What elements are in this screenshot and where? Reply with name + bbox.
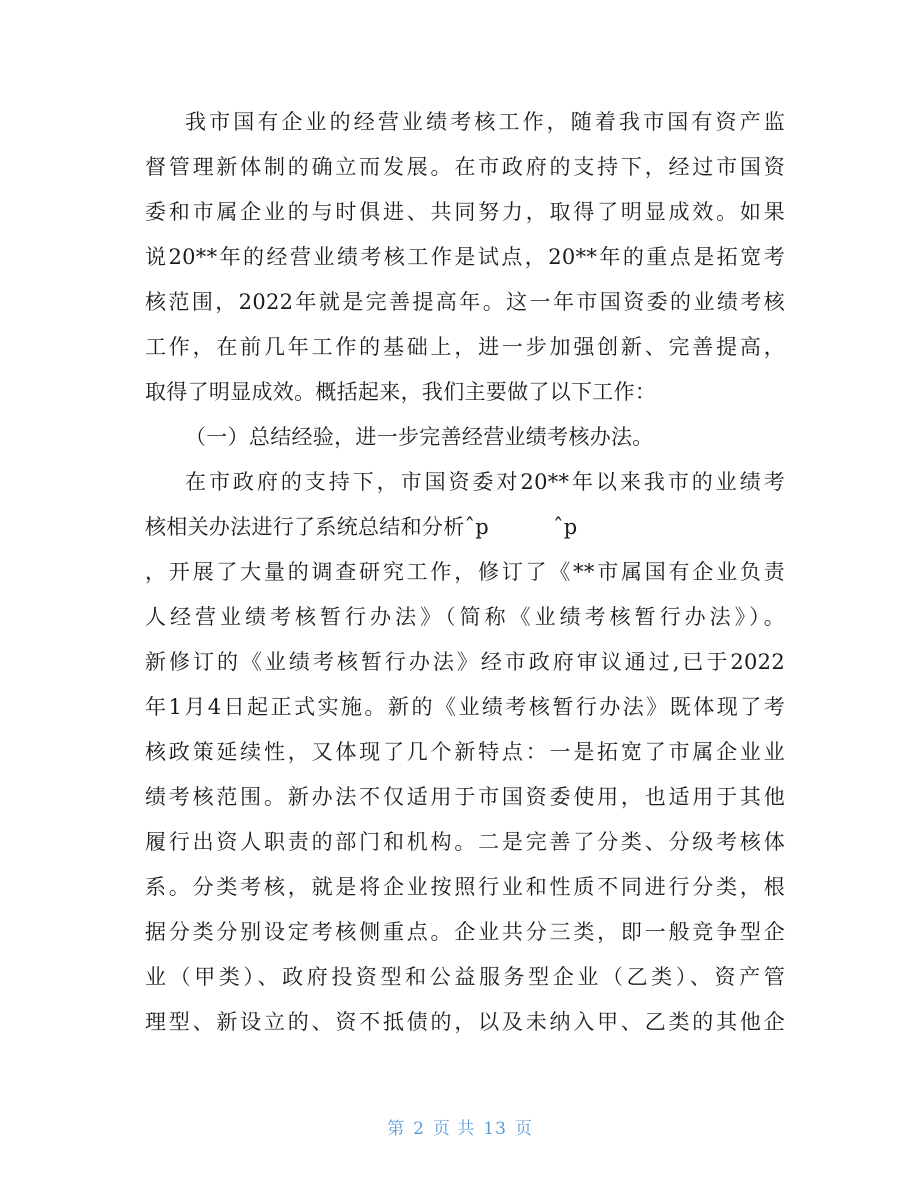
- paragraph-line: 业（甲类）、政府投资型和公益服务型企业（乙类）、资产管: [145, 965, 785, 989]
- footer-total-pages: 13: [483, 1119, 507, 1139]
- paragraph-line: 新修订的《业绩考核暂行办法》经市政府审议通过,已于2022: [145, 650, 785, 674]
- paragraph-line: 据分类分别设定考核侧重点。企业共分三类，即一般竞争型企: [145, 920, 785, 944]
- footer-page-number: 2: [413, 1119, 425, 1139]
- footer-suffix: 页: [514, 1119, 533, 1139]
- paragraph-line: 取得了明显成效。概括起来，我们主要做了以下工作：: [145, 380, 657, 404]
- paragraph-line: 核相关办法进行了系统总结和分析ˆp ˆp: [145, 515, 578, 539]
- paragraph-line: 系。分类考核，就是将企业按照行业和性质不同进行分类，根: [145, 875, 785, 899]
- paragraph-line: ，开展了大量的调查研究工作，修订了《**市属国有企业负责: [145, 560, 785, 584]
- paragraph-line: 工作，在前几年工作的基础上，进一步加强创新、完善提高，: [145, 335, 785, 359]
- section-heading: （一）总结经验，进一步完善经营业绩考核办法。: [185, 425, 654, 449]
- paragraph-line: 说20**年的经营业绩考核工作是试点，20**年的重点是拓宽考: [145, 245, 785, 269]
- paragraph-line: 人经营业绩考核暂行办法》（简称《业绩考核暂行办法》）。: [145, 605, 785, 629]
- paragraph-line: 委和市属企业的与时俱进、共同努力，取得了明显成效。如果: [145, 200, 785, 224]
- footer-middle: 页 共: [432, 1119, 476, 1139]
- paragraph-line: 履行出资人职责的部门和机构。二是完善了分类、分级考核体: [145, 830, 785, 854]
- paragraph-line: 核政策延续性，又体现了几个新特点：一是拓宽了市属企业业: [145, 740, 785, 764]
- page-number-footer: [0, 1114, 920, 1139]
- paragraph-line: 绩考核范围。新办法不仅适用于市国资委使用，也适用于其他: [145, 785, 785, 809]
- paragraph-line: 核范围，2022年就是完善提高年。这一年市国资委的业绩考核: [145, 290, 785, 314]
- paragraph-line: 理型、新设立的、资不抵债的，以及未纳入甲、乙类的其他企: [145, 1010, 785, 1034]
- paragraph-line: 在市政府的支持下，市国资委对20**年以来我市的业绩考: [185, 470, 785, 494]
- paragraph-line: 督管理新体制的确立而发展。在市政府的支持下，经过市国资: [145, 155, 785, 179]
- paragraph-line: 我市国有企业的经营业绩考核工作，随着我市国有资产监: [185, 110, 785, 134]
- footer-prefix: 第: [387, 1119, 406, 1139]
- paragraph-line: 年1月4日起正式实施。新的《业绩考核暂行办法》既体现了考: [145, 695, 785, 719]
